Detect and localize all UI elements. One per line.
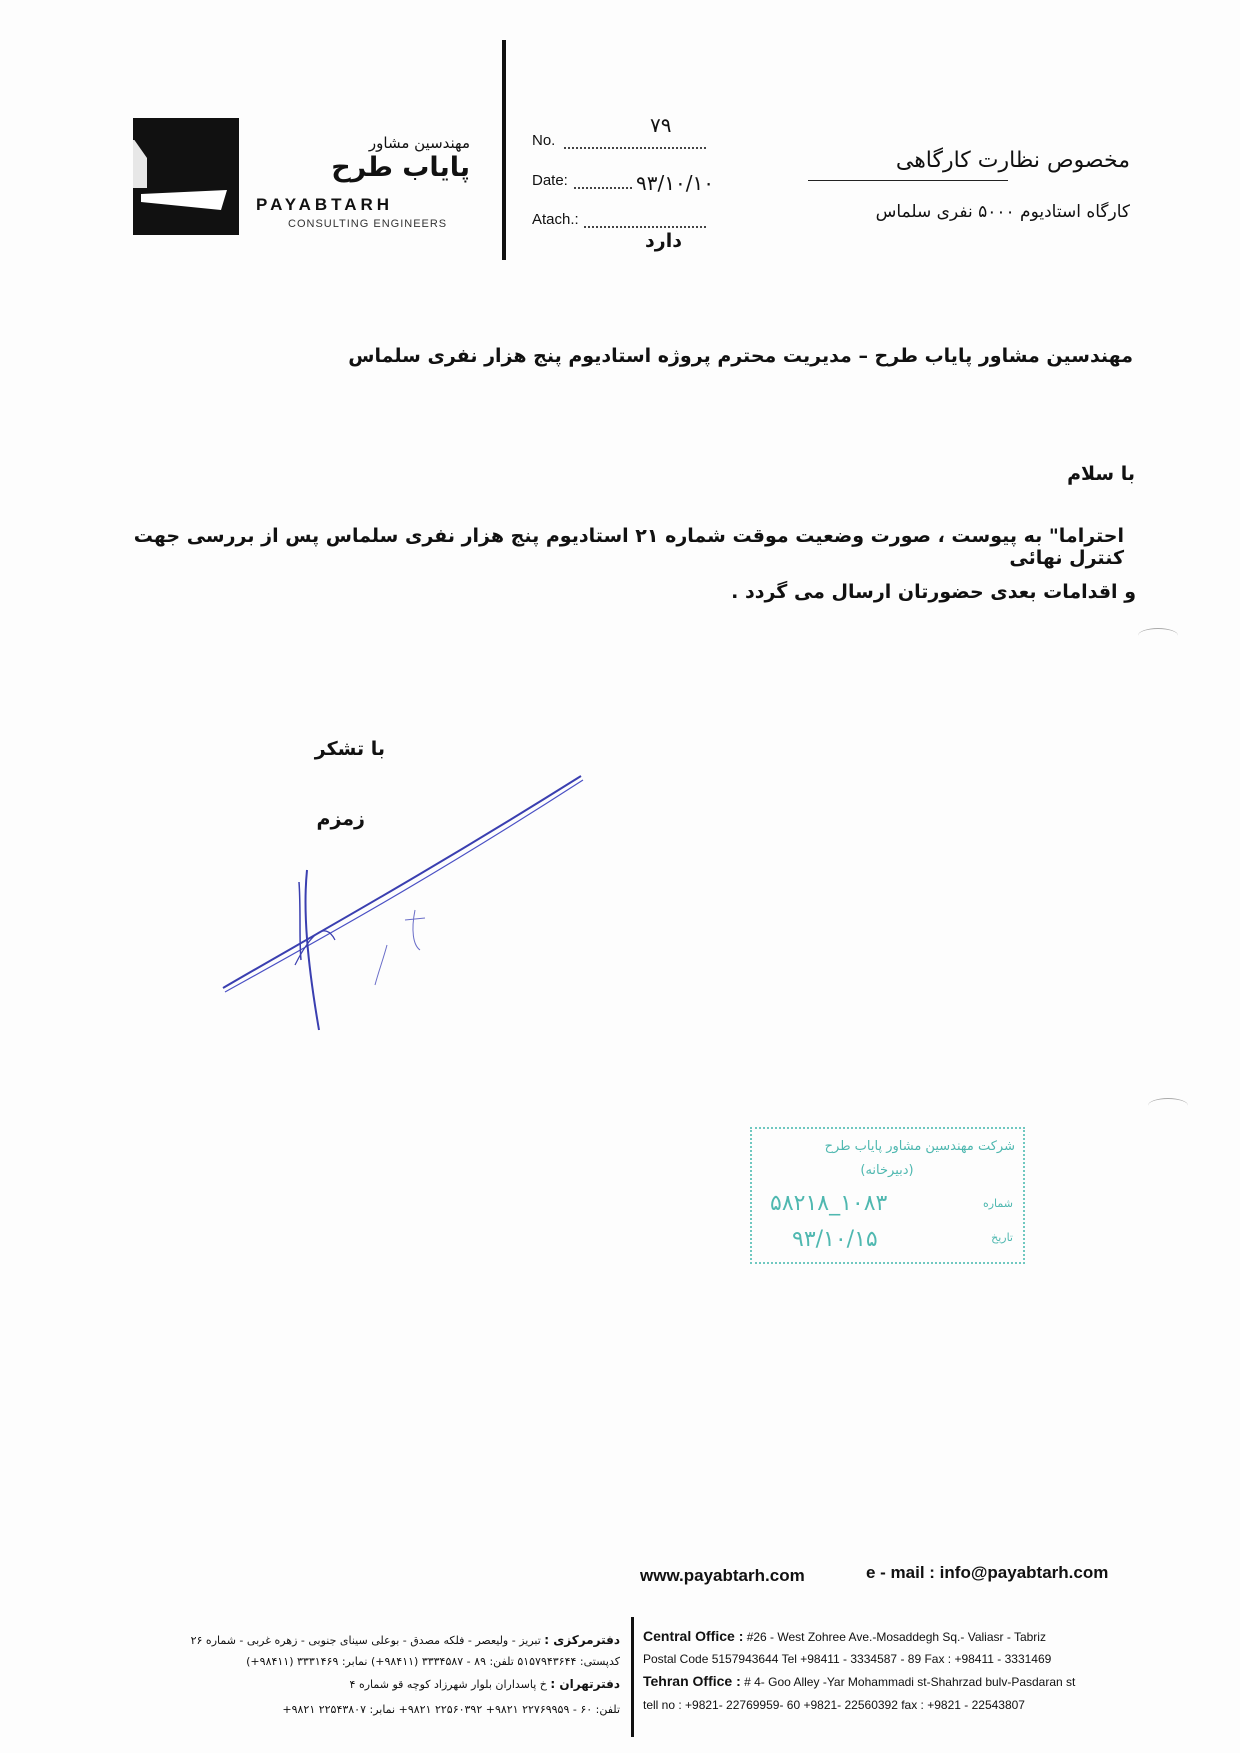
brand-name-fa-small: مهندسین مشاور (368, 134, 470, 152)
site-supervision-underline (808, 180, 1008, 181)
scan-artifact (1138, 628, 1178, 643)
stamp-date-label: تاریخ (991, 1231, 1013, 1244)
number-value: ۷۹ (650, 113, 672, 137)
site-name: کارگاه استادیوم ۵۰۰۰ نفری سلماس (875, 202, 1130, 222)
closing-thanks: با تشکر (314, 738, 385, 760)
attachment-value: دارد (645, 230, 682, 252)
company-website: www.payabtarh.com (640, 1566, 805, 1585)
tehran-phone-fa: تلفن: ۶۰ - ۲۲۷۶۹۹۵۹ ۹۸۲۱+ ۲۲۵۶۰۳۹۲ ۹۸۲۱+ نمابر: ۲۲۵۴۳۸۰۷ ۹۸۲۱+ (282, 1703, 620, 1716)
brand-name-fa: پایاب طرح (331, 152, 470, 183)
body-paragraph-line2: و اقدامات بعدی حضورتان ارسال می گردد . (731, 581, 1136, 603)
central-office-fa-address: تبریز - ولیعصر - فلکه مصدق - بوعلی سینای جنوبی - زهره غربی - شماره ۲۶ (190, 1634, 541, 1647)
company-email: e - mail : info@payabtarh.com (866, 1563, 1109, 1582)
footer-divider (631, 1617, 634, 1737)
number-dotted-line (564, 147, 706, 149)
stamp-number-label: شماره (982, 1197, 1013, 1210)
scan-artifact (1148, 1098, 1188, 1113)
stamp-number: ۱۰۸۳_۵۸۲۱۸ (770, 1191, 888, 1216)
tehran-office-address: # 4- Goo Alley -Yar Mohammadi st-Shahrzad bulv-Pasdaran st (744, 1675, 1076, 1689)
stamp-company: شرکت مهندسین مشاور پایاب طرح (824, 1139, 1015, 1154)
postal-code-en: Postal Code 5157943644 Tel +98411 - 3334587 - 89 Fax : +98411 - 3331469 (643, 1652, 1052, 1666)
central-office-en (643, 1628, 1046, 1644)
tehran-office-fa-address: خ پاسداران بلوار شهرزاد کوچه قو شماره ۴ (349, 1678, 547, 1691)
signer-name: زمزم (316, 808, 365, 830)
greeting: با سلام (1067, 463, 1135, 485)
header-divider (502, 40, 506, 260)
number-field (532, 132, 712, 152)
payabtarh-logo (133, 118, 239, 235)
central-office-address: #26 - West Zohree Ave.-Mosaddegh Sq.- Valiasr - Tabriz (746, 1630, 1046, 1644)
date-dotted-line (574, 187, 632, 189)
tehran-office-fa (100, 1677, 620, 1691)
tehran-phone-en: tell no : +9821- 22769959- 60 +9821- 22560392 fax : +9821 - 22543807 (643, 1698, 1025, 1712)
central-office-label: Central Office : (643, 1628, 744, 1644)
date-label: Date: (532, 172, 568, 189)
attachment-dotted-line (584, 226, 706, 228)
handwritten-signature (215, 770, 595, 1040)
postal-code-fa: کدپستی: ۵۱۵۷۹۴۳۶۴۴ تلفن: ۸۹ - ۳۳۳۴۵۸۷ (۹۸۴۱۱+) نمابر: ۳۳۳۱۴۶۹ (۹۸۴۱۱+) (246, 1655, 620, 1668)
stamp-department: (دبیرخانه) (860, 1163, 914, 1178)
site-supervision-title: مخصوص نظارت کارگاهی (895, 148, 1130, 173)
brand-name-en: PAYABTARH (256, 195, 394, 214)
number-label: No. (532, 132, 556, 149)
tehran-office-fa-label: دفترتهران : (550, 1677, 620, 1691)
date-value: ۹۳/۱۰/۱۰ (636, 171, 714, 195)
central-office-fa (100, 1633, 620, 1647)
body-paragraph-line1: احتراما" به پیوست ، صورت وضعیت موقت شماره ۲۱ استادیوم پنج هزار نفری سلماس پس از بررسی جهت کنترل نهائی (133, 525, 1124, 569)
brand-subtitle: CONSULTING ENGINEERS (288, 218, 448, 230)
tehran-office-label: Tehran Office : (643, 1673, 741, 1689)
tehran-office-en (643, 1673, 1075, 1689)
stamp-date: ۹۳/۱۰/۱۵ (792, 1227, 878, 1252)
attachment-label: Atach.: (532, 211, 579, 228)
reception-stamp (750, 1127, 1025, 1264)
addressee: مهندسین مشاور پایاب طرح – مدیریت محترم پروژه استادیوم پنج هزار نفری سلماس (348, 345, 1133, 367)
attachment-field (532, 211, 712, 231)
central-office-fa-label: دفترمرکزی : (544, 1633, 620, 1647)
